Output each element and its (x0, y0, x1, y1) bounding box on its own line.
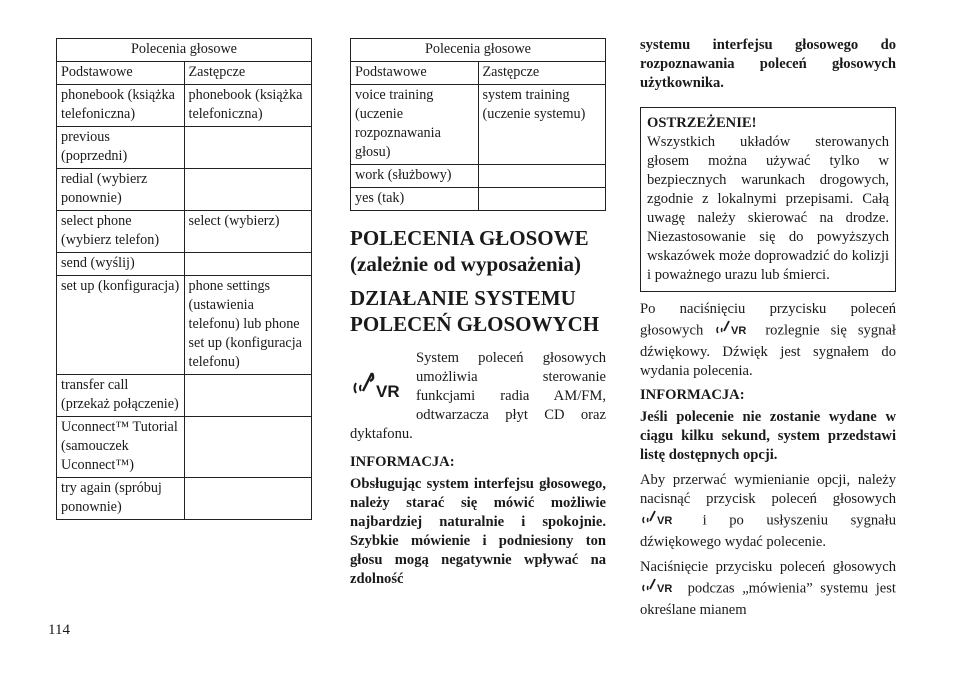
command-primary-cell: redial (wybierz ponownie) (57, 169, 185, 211)
vr-icon (640, 509, 680, 533)
warning-text: Wszystkich układów sterowanych głosem można używać tylko w bezpiecznych warunkach drogowych, zgodnie z lokalnymi przepisami. Całą uwagę należy skierować na drodze. Niezastosowanie się do powyższych wskazówek może doprowadzić do kolizji i poważnego urazu lub śmierci. (647, 134, 889, 283)
table-row (57, 478, 312, 520)
command-alternative-cell: phonebook (książka telefoniczna) (184, 85, 312, 127)
section-heading-system-operation: DZIAŁANIE SYSTEMU POLECEŃ GŁOSOWYCH (350, 286, 600, 336)
table-row (351, 165, 606, 188)
command-primary-cell: try again (spróbuj ponownie) (57, 478, 185, 520)
table-header-alternative: Zastępcze (478, 62, 606, 85)
voice-commands-table-left (56, 38, 312, 520)
table-header-primary: Podstawowe (57, 62, 185, 85)
note-text: Jeśli polecenie nie zostanie wydane w ciągu kilku sekund, system przedstawi listę dostępnych opcji. (640, 409, 896, 463)
vr-icon (714, 319, 754, 343)
table-row (57, 211, 312, 253)
command-primary-cell: previous (poprzedni) (57, 127, 185, 169)
middle-column (350, 38, 606, 589)
table-caption: Polecenia głosowe (351, 39, 606, 62)
table-row (57, 85, 312, 127)
table-row (57, 276, 312, 375)
section-heading-voice-commands: POLECENIA GŁOSOWE (zależnie od wyposażenia) (350, 226, 589, 276)
svg-text:VR: VR (376, 382, 400, 401)
command-primary-cell: phonebook (książka telefoniczna) (57, 85, 185, 127)
command-alternative-cell (184, 253, 312, 276)
command-primary-cell: select phone (wybierz telefon) (57, 211, 185, 253)
svg-text:VR: VR (657, 583, 673, 595)
table-row (351, 85, 606, 165)
command-primary-cell: voice training (uczenie rozpoznawania głosu) (351, 85, 479, 165)
command-primary-cell: transfer call (przekaż połączenie) (57, 375, 185, 417)
note-text: Obsługując system interfejsu głosowego, należy starać się mówić możliwie najbardziej naturalnie i spokojnie. Szybkie mówienie i podniesiony ton głosu mogą negatywnie wpływać na zdolność (350, 476, 606, 587)
page-number: 114 (48, 622, 70, 638)
table-row (57, 127, 312, 169)
command-alternative-cell (184, 417, 312, 478)
note-label: INFORMACJA: (640, 387, 745, 403)
command-primary-cell: work (służbowy) (351, 165, 479, 188)
command-primary-cell: yes (tak) (351, 188, 479, 211)
interrupt-paragraph: Aby przerwać wymienianie opcji, należy nacisnąć przycisk poleceń głosowych VR i po usłyszeniu sygnału dźwiękowego wydać polecenie. (640, 472, 896, 550)
table-caption: Polecenia głosowe (57, 39, 312, 62)
continued-note-text: systemu interfejsu głosowego do rozpoznawania poleceń głosowych użytkownika. (640, 37, 896, 91)
note-label: INFORMACJA: (350, 454, 455, 470)
command-alternative-cell (478, 165, 606, 188)
left-column (56, 38, 312, 520)
command-primary-cell: Uconnect™ Tutorial (samouczek Uconnect™) (57, 417, 185, 478)
svg-text:VR: VR (731, 325, 747, 337)
vr-icon (640, 577, 680, 601)
intro-paragraph: System poleceń głosowych umożliwia sterowanie funkcjami radia AM/FM, odtwarzacza płyt CD oraz dyktafonu. (350, 350, 606, 442)
table-row (57, 169, 312, 211)
command-alternative-cell: phone settings (ustawienia telefonu) lub phone set up (konfiguracja telefonu) (184, 276, 312, 375)
command-primary-cell: set up (konfiguracja) (57, 276, 185, 375)
table-row (57, 375, 312, 417)
barge-in-paragraph: Naciśnięcie przycisku poleceń głosowych VR podczas „mówienia” systemu jest określane mianem (640, 559, 896, 618)
command-alternative-cell (184, 169, 312, 211)
command-alternative-cell: select (wybierz) (184, 211, 312, 253)
warning-box (640, 107, 896, 292)
table-row (57, 417, 312, 478)
right-column (640, 38, 896, 620)
svg-text:VR: VR (657, 515, 673, 527)
table-row (351, 188, 606, 211)
table-header-alternative: Zastępcze (184, 62, 312, 85)
table-header-primary: Podstawowe (351, 62, 479, 85)
command-alternative-cell (184, 127, 312, 169)
command-alternative-cell: system training (uczenie systemu) (478, 85, 606, 165)
voice-commands-table-middle (350, 38, 606, 211)
command-alternative-cell (184, 375, 312, 417)
command-alternative-cell (184, 478, 312, 520)
command-primary-cell: send (wyślij) (57, 253, 185, 276)
warning-title: OSTRZEŻENIE! (647, 115, 757, 131)
command-alternative-cell (478, 188, 606, 211)
table-row (57, 253, 312, 276)
beep-paragraph: Po naciśnięciu przycisku poleceń głosowych VR rozlegnie się sygnał dźwiękowy. Dźwięk jest sygnałem do wydania polecenia. (640, 301, 896, 379)
voice-command-vr-icon (350, 369, 408, 408)
